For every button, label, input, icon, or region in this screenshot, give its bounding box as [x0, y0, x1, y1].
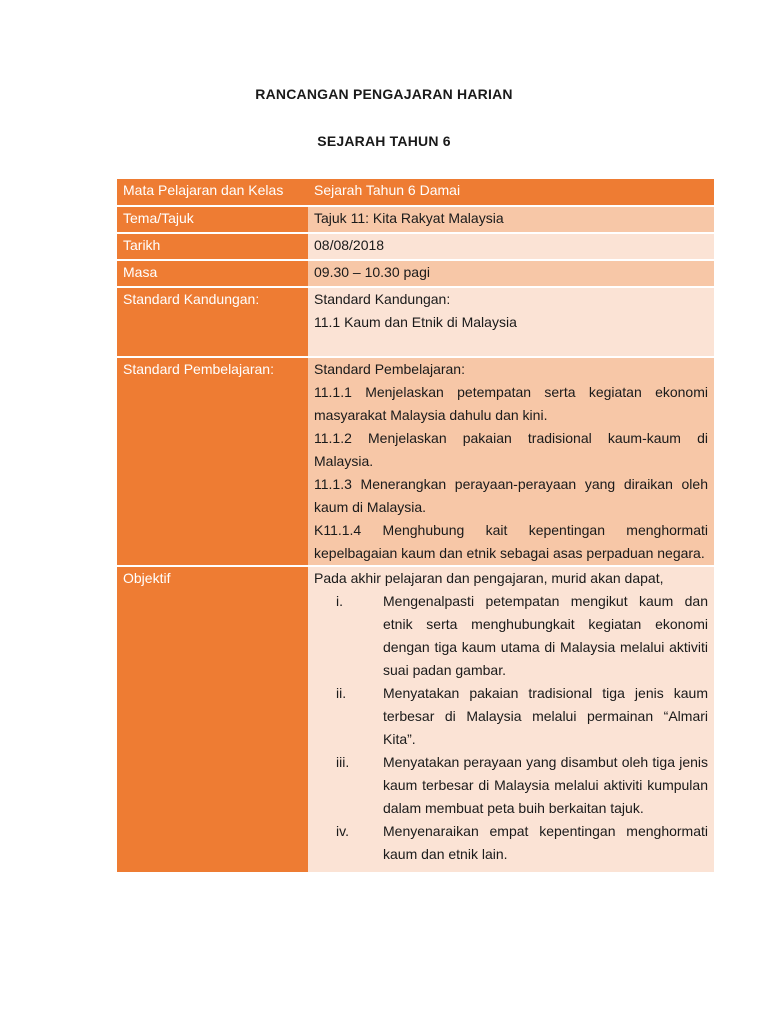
- row-time: [117, 260, 714, 287]
- content-standard-heading: Standard Kandungan:: [314, 291, 451, 307]
- objective-item: [314, 751, 708, 820]
- label-content-standard: Standard Kandungan:: [117, 287, 308, 357]
- value-time: 09.30 – 10.30 pagi: [308, 260, 714, 287]
- row-theme: [117, 206, 714, 233]
- value-subject: Sejarah Tahun 6 Damai: [308, 179, 714, 206]
- learning-standard-item: 11.1.2 Menjelaskan pakaian tradisional kaum-kaum di Malaysia.: [314, 430, 708, 469]
- learning-standard-item: K11.1.4 Menghubung kait kepentingan menghormati kepelbagaian kaum dan etnik sebagai asas perpaduan negara.: [314, 522, 708, 561]
- learning-standard-heading: Standard Pembelajaran:: [314, 361, 465, 377]
- objective-item: [314, 682, 708, 751]
- lesson-plan-table: [117, 179, 714, 874]
- row-learning-standard: [117, 357, 714, 566]
- objective-text: Menyatakan pakaian tradisional tiga jenis kaum terbesar di Malaysia melalui permainan “Almari Kita”.: [383, 685, 708, 747]
- content-standard-item: 11.1 Kaum dan Etnik di Malaysia: [314, 314, 517, 330]
- objective-list: [314, 590, 708, 866]
- objective-item: [314, 590, 708, 682]
- learning-standard-item: 11.1.1 Menjelaskan petempatan serta kegiatan ekonomi masyarakat Malaysia dahulu dan kini.: [314, 384, 708, 423]
- document-subtitle: SEJARAH TAHUN 6: [317, 133, 451, 149]
- label-time: Masa: [117, 260, 308, 287]
- value-content-standard: [308, 287, 714, 357]
- label-learning-standard: Standard Pembelajaran:: [117, 357, 308, 566]
- objective-item: [314, 820, 708, 866]
- objective-number: ii.: [336, 685, 347, 701]
- objective-text: Menyatakan perayaan yang disambut oleh tiga jenis kaum terbesar di Malaysia melalui aktiviti kumpulan dalam membuat peta buih berkaitan tajuk.: [383, 754, 708, 816]
- objective-number: iii.: [336, 754, 350, 770]
- label-date: Tarikh: [117, 233, 308, 260]
- label-subject: Mata Pelajaran dan Kelas: [117, 179, 308, 206]
- learning-standard-item: 11.1.3 Menerangkan perayaan-perayaan yang diraikan oleh kaum di Malaysia.: [314, 476, 708, 515]
- objective-number: iv.: [336, 823, 349, 839]
- label-theme: Tema/Tajuk: [117, 206, 308, 233]
- value-theme: Tajuk 11: Kita Rakyat Malaysia: [308, 206, 714, 233]
- objective-text: Menyenaraikan empat kepentingan menghormati kaum dan etnik lain.: [383, 823, 708, 862]
- label-objective: Objektif: [117, 566, 308, 873]
- objective-number: i.: [336, 593, 343, 609]
- row-objective: [117, 566, 714, 873]
- row-content-standard: [117, 287, 714, 357]
- objective-intro: Pada akhir pelajaran dan pengajaran, murid akan dapat,: [314, 570, 664, 586]
- row-subject: [117, 179, 714, 206]
- value-learning-standard: [308, 357, 714, 566]
- value-objective: [308, 566, 714, 873]
- document-title: RANCANGAN PENGAJARAN HARIAN: [255, 86, 513, 102]
- value-date: 08/08/2018: [308, 233, 714, 260]
- objective-text: Mengenalpasti petempatan mengikut kaum dan etnik serta menghubungkait kegiatan ekonomi dengan tiga kaum utama di Malaysia melalui aktiviti suai padan gambar.: [383, 593, 708, 678]
- row-date: [117, 233, 714, 260]
